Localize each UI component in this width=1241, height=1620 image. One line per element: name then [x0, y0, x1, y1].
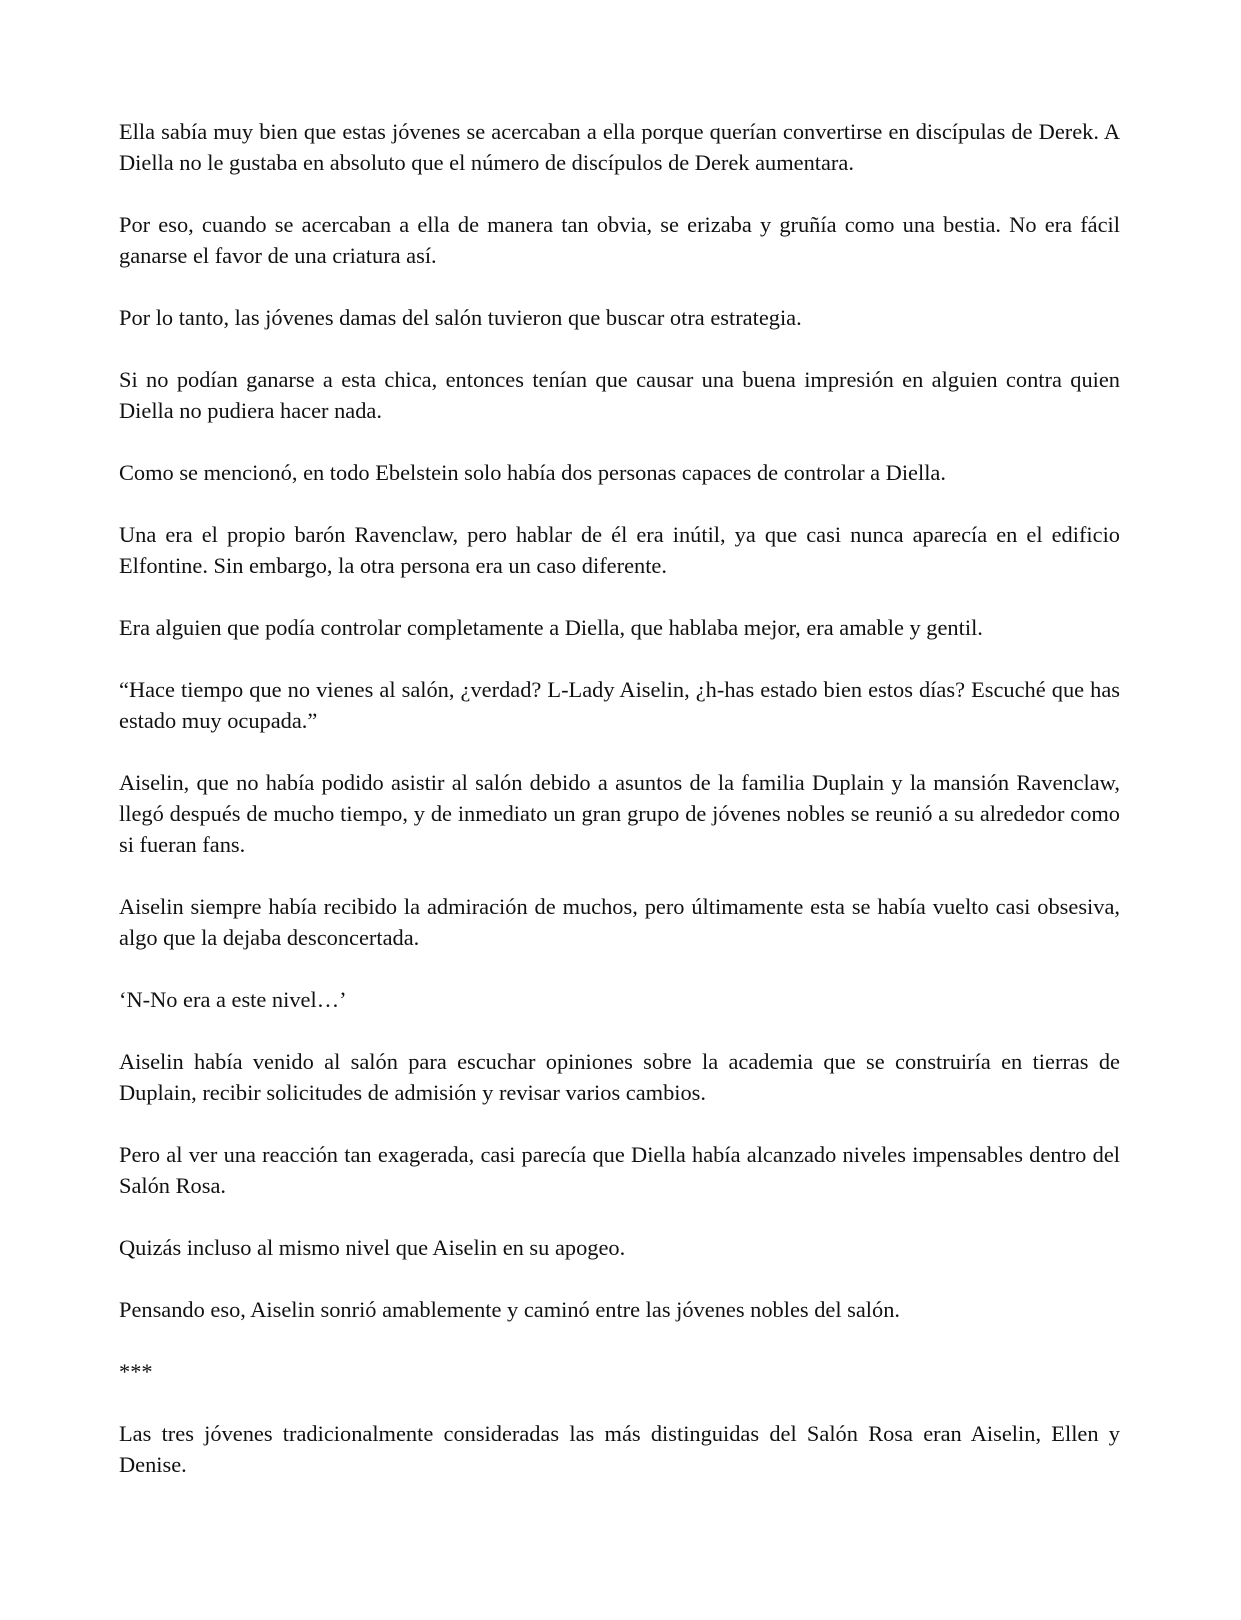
paragraph-5: Como se mencionó, en todo Ebelstein solo había dos personas capaces de controlar a Diella. [119, 460, 946, 485]
paragraph-10: Aiselin siempre había recibido la admiración de muchos, pero últimamente esta se había vuelto casi obsesiva, algo que la dejaba desconcertada. [119, 894, 1120, 950]
paragraph-8-dialogue: “Hace tiempo que no vienes al salón, ¿verdad? L-Lady Aiselin, ¿h-has estado bien estos días? Escuché que has estado muy ocupada.” [119, 677, 1120, 733]
paragraph-12: Aiselin había venido al salón para escuchar opiniones sobre la academia que se construiría en tierras de Duplain, recibir solicitudes de admisión y revisar varios cambios. [119, 1049, 1120, 1105]
paragraph-17: Las tres jóvenes tradicionalmente consideradas las más distinguidas del Salón Rosa eran Aiselin, Ellen y Denise. [119, 1421, 1120, 1477]
paragraph-11-thought: ‘N-No era a este nivel…’ [119, 987, 347, 1012]
paragraph-15: Pensando eso, Aiselin sonrió amablemente y caminó entre las jóvenes nobles del salón. [119, 1297, 901, 1322]
paragraph-6: Una era el propio barón Ravenclaw, pero hablar de él era inútil, ya que casi nunca aparecía en el edificio Elfontine. Sin embargo, la otra persona era un caso diferente. [119, 522, 1120, 578]
paragraph-2: Por eso, cuando se acercaban a ella de manera tan obvia, se erizaba y gruñía como una bestia. No era fácil ganarse el favor de una criatura así. [119, 212, 1120, 268]
paragraph-14: Quizás incluso al mismo nivel que Aiselin en su apogeo. [119, 1235, 626, 1260]
paragraph-1: Ella sabía muy bien que estas jóvenes se acercaban a ella porque querían convertirse en discípulas de Derek. A Diella no le gustaba en absoluto que el número de discípulos de Derek aumentara. [119, 119, 1120, 175]
paragraph-7: Era alguien que podía controlar completamente a Diella, que hablaba mejor, era amable y gentil. [119, 615, 983, 640]
paragraph-9: Aiselin, que no había podido asistir al salón debido a asuntos de la familia Duplain y la mansión Ravenclaw, llegó después de mucho tiempo, y de inmediato un gran grupo de jóvenes nobles se reunió a su alrededor como si fueran fans. [119, 770, 1120, 857]
paragraph-4: Si no podían ganarse a esta chica, entonces tenían que causar una buena impresión en alguien contra quien Diella no pudiera hacer nada. [119, 367, 1120, 423]
scene-break: *** [119, 1359, 153, 1384]
paragraph-3: Por lo tanto, las jóvenes damas del salón tuvieron que buscar otra estrategia. [119, 305, 802, 330]
paragraph-13: Pero al ver una reacción tan exagerada, casi parecía que Diella había alcanzado niveles impensables dentro del Salón Rosa. [119, 1142, 1120, 1198]
